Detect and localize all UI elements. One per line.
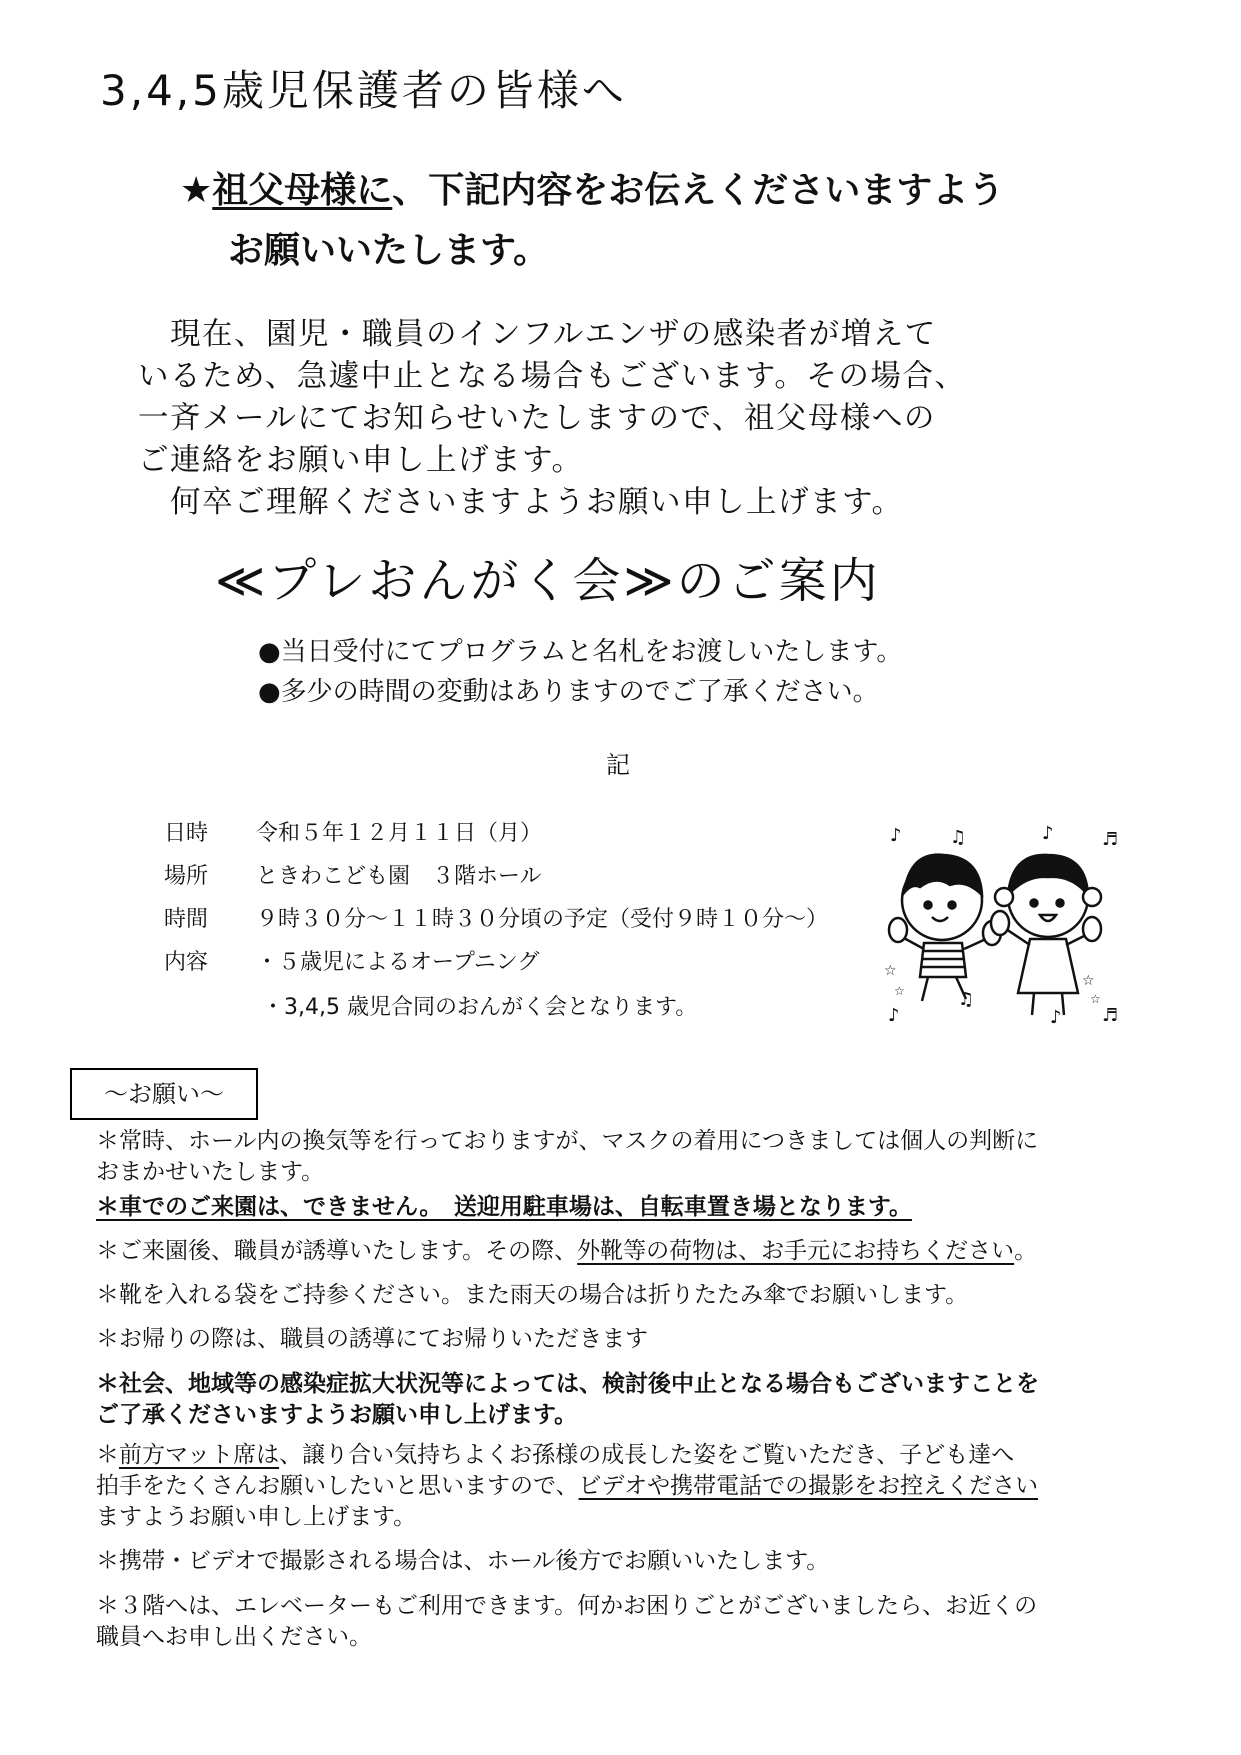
request-note [96,1236,1037,1267]
detail-label: 時間 [164,907,209,932]
music-note-icon: ♬ [1102,1005,1119,1025]
star-icon: ☆ [1090,992,1101,1006]
detail-value: ９時３０分～１１時３０分頃の予定（受付９時１０分～） [256,907,829,932]
request-note: ＊３階へは、エレベーターもご利用できます。何かお困りごとがございましたら、お近くの 職員へお申し出ください。 [96,1593,1038,1650]
detail-label: 内容 [164,950,209,975]
request-rest: 、下記内容をお伝えくださいますよう [392,170,1005,211]
note-underlined: 前方マット席は [119,1442,280,1468]
request-note: ＊靴を入れる袋をご持参ください。また雨天の場合は折りたたみ傘でお願いします。 [96,1282,969,1308]
request-note: ＊携帯・ビデオで撮影される場合は、ホール後方でお願いいたします。 [96,1548,830,1574]
note-text: ＊ご来園後、職員が誘導いたします。その際、 [96,1238,578,1264]
note-text: 、譲り合い気持ちよくお孫様の成長した姿をご覧いただき、子ども達へ 拍手をたくさんお願いしたいと思いますので、 [96,1442,1015,1499]
requests-heading: ～お願い～ [70,1068,258,1120]
ki-heading: 記 [606,751,630,779]
detail-row-time [164,902,828,933]
request-note: ＊お帰りの際は、職員の誘導にてお帰りいただきます [96,1326,648,1352]
request-underlined: 祖父母様に [212,170,393,211]
note-underlined: ビデオや携帯電話での撮影をお控えください [578,1473,1039,1499]
request-note: ＊常時、ホール内の換気等を行っておりますが、マスクの着用につきましては個人の判断に おまかせいたします。 [96,1128,1039,1185]
request-line-1 [180,162,1004,213]
music-note-icon: ♫ [958,989,975,1010]
detail-value: 令和５年１２月１１日（月） [256,821,543,846]
music-note-icon: ♪ [890,825,902,846]
girl-figure [991,855,1101,1015]
detail-label: 日時 [164,821,209,846]
request-note: ＊社会、地域等の感染症拡大状況等によっては、検討後中止となる場合もございますことを ご了承くださいますようお願い申し上げます。 [96,1371,1039,1428]
children-with-maracas-illustration [880,825,1130,1025]
detail-extra: ・3,4,5 歳児合同のおんがく会となります。 [262,995,698,1020]
detail-value: ときわこども園 ３階ホール [256,864,542,889]
detail-label: 場所 [164,864,209,889]
note-underlined: 外靴等の荷物は、お手元にお持ちください [577,1238,1015,1264]
music-note-icon: ♬ [1102,829,1119,850]
star-icon: ☆ [884,963,897,979]
note-text: 。 [1014,1238,1038,1264]
star-icon: ☆ [894,984,905,998]
music-note-icon: ♪ [1042,825,1054,844]
star-icon: ★ [180,170,213,211]
request-line-2: お願いいたします。 [228,230,550,271]
note-text: ＊ [96,1442,119,1468]
music-note-icon: ♪ [1050,1007,1062,1025]
note-text: ますようお願い申し上げます。 [96,1504,417,1530]
boy-figure [889,855,1001,1001]
detail-row-date [164,816,542,847]
bullet-item: ●当日受付にてプログラムと名札をお渡しいたします。 [258,637,903,667]
bullet-item: ●多少の時間の変動はありますのでご了承ください。 [258,677,879,707]
detail-value: ・５歳児によるオープニング [256,950,540,975]
star-icon: ☆ [1082,973,1095,989]
event-title: ≪プレおんがく会≫のご案内 [215,553,881,609]
intro-paragraph: 現在、園児・職員のインフルエンザの感染者が増えて いるため、急遽中止となる場合もございます。その場合、 一斉メールにてお知らせいたしますので、祖父母様への ご連絡をお願い申し上げます。 何卒ご理解くださいますようお願い申し上げます。 [138,317,967,520]
music-note-icon: ♫ [950,827,967,848]
request-note [96,1440,1038,1533]
music-note-icon: ♪ [888,1005,900,1025]
detail-row-place [164,859,542,890]
detail-row-content [164,945,539,976]
request-note: ＊車でのご来園は、できません。 送迎用駐車場は、自転車置き場となります。 [96,1194,913,1220]
page-title: 3,4,5歳児保護者の皆様へ [100,66,627,115]
